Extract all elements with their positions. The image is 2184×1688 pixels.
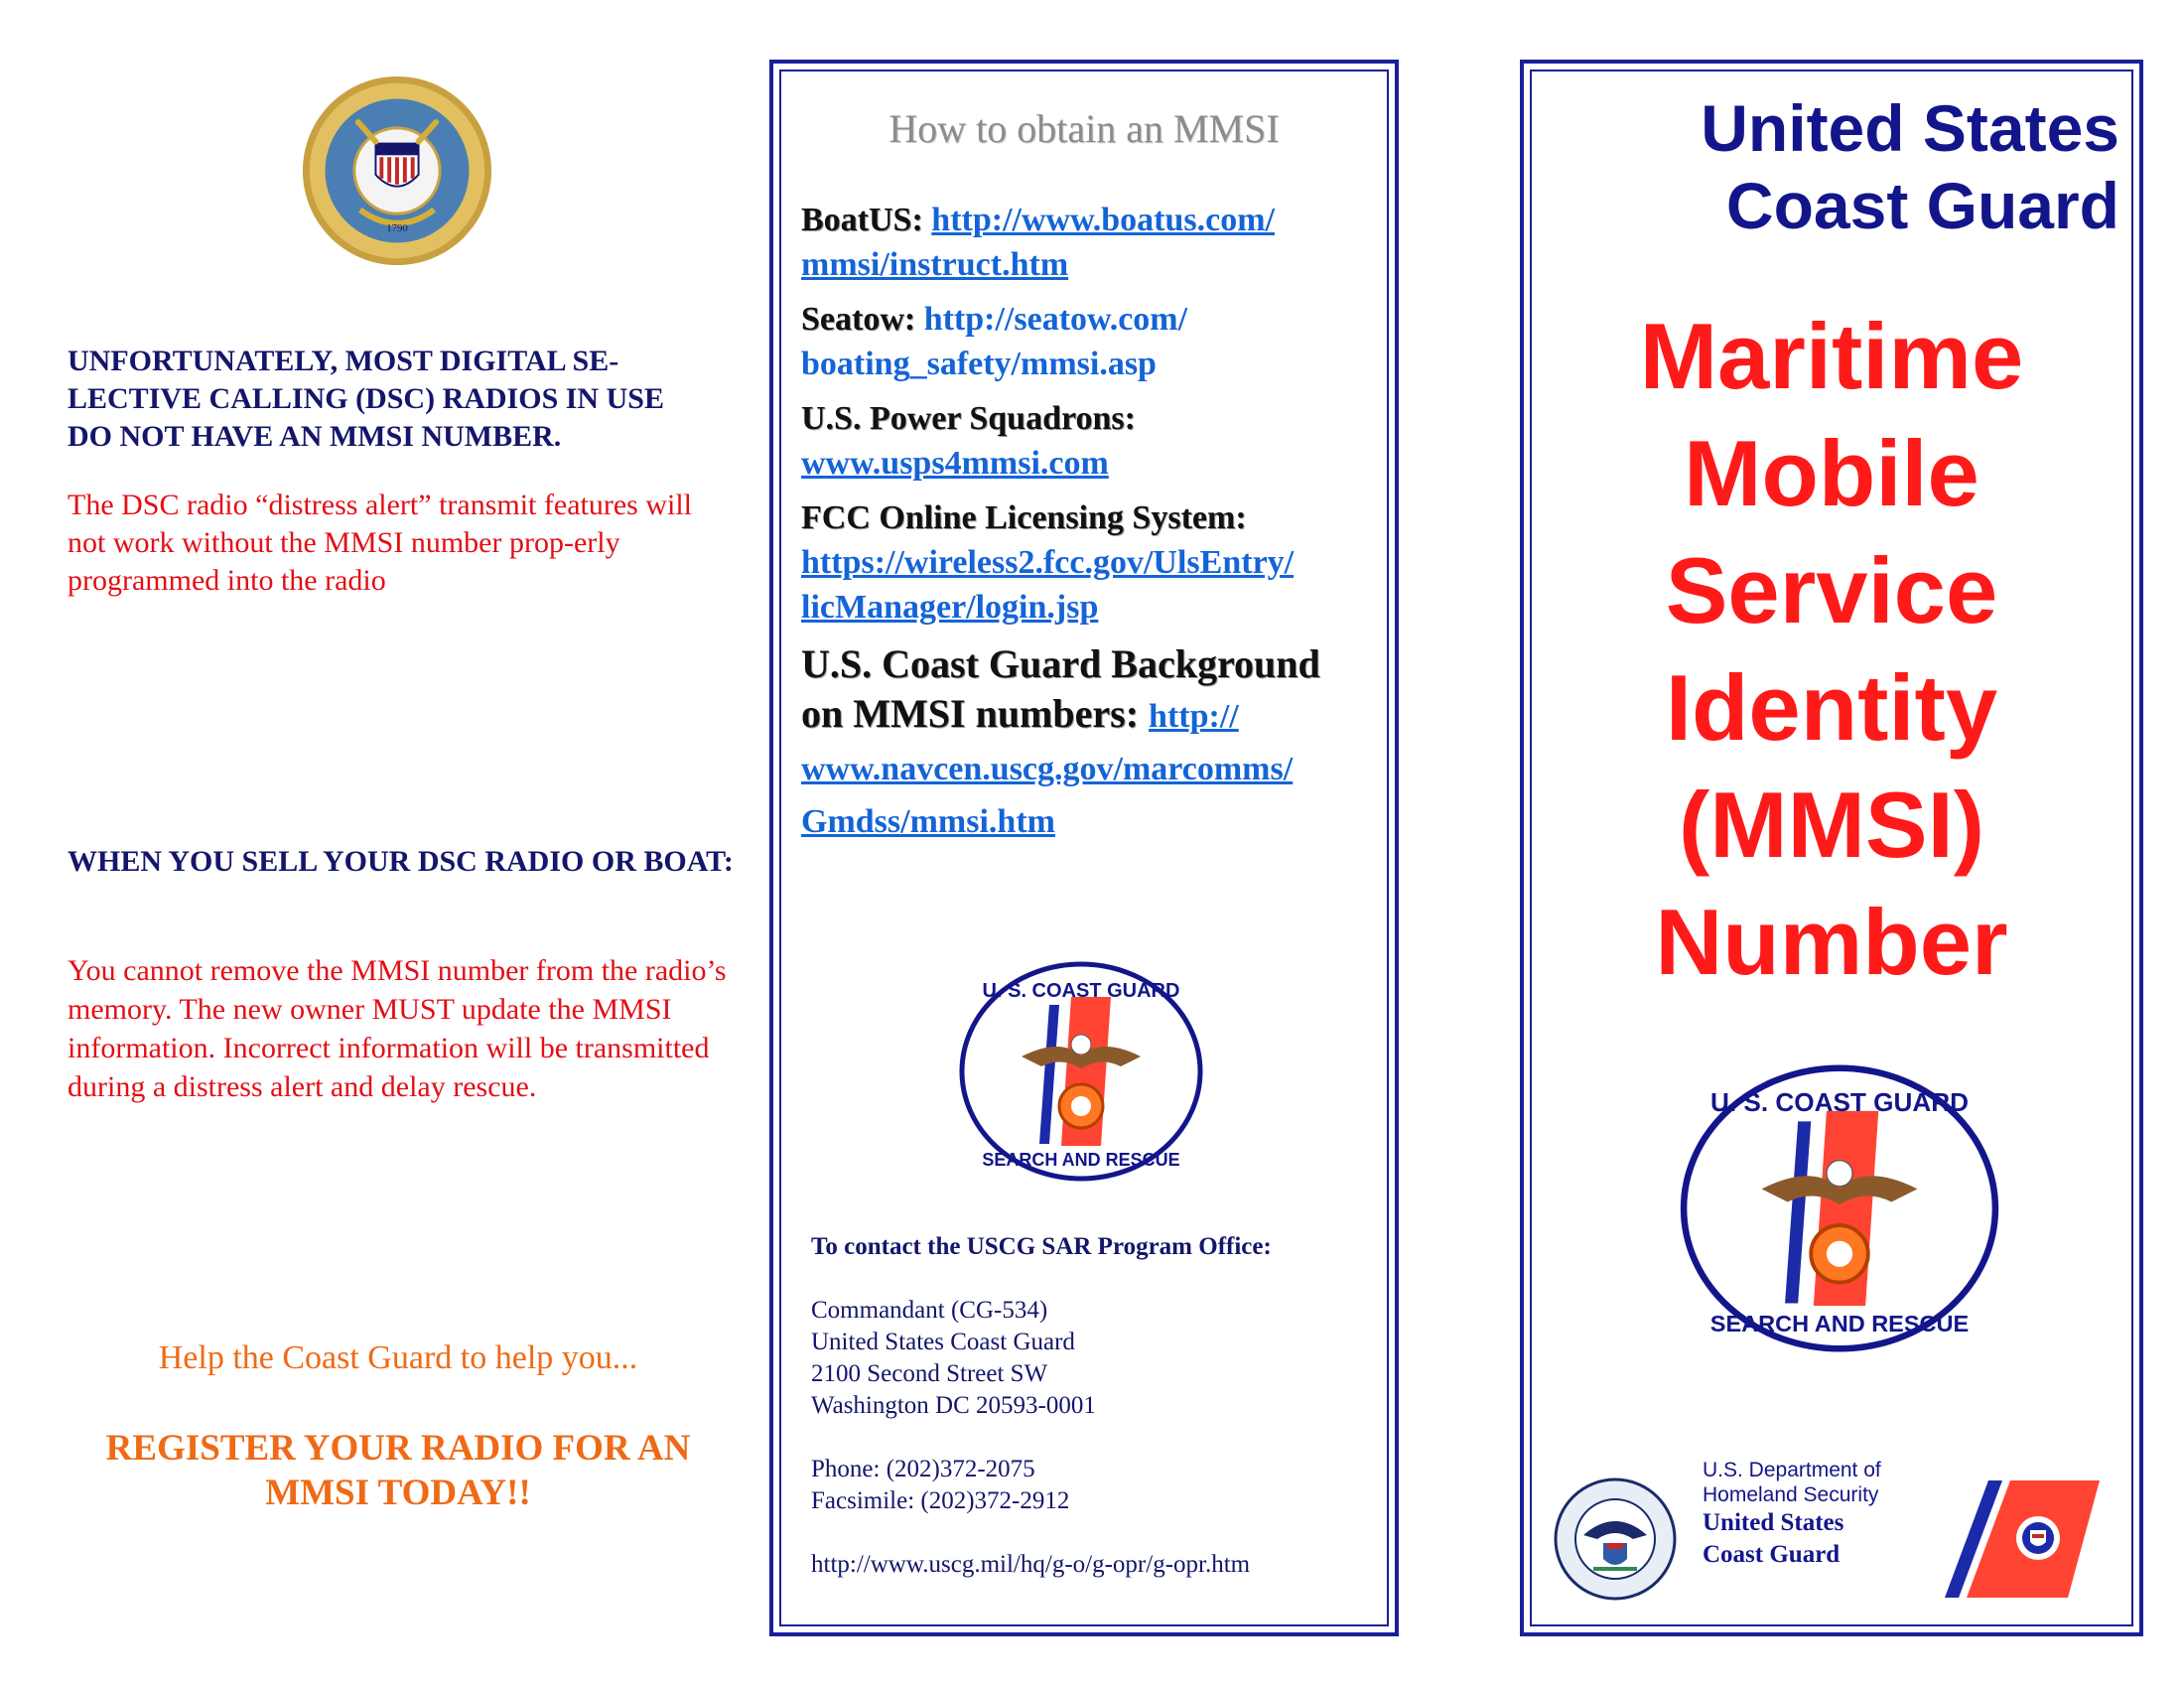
link-boatus[interactable]: http://www.boatus.com/ (931, 202, 1275, 238)
source-label-seatow: Seatow: (801, 301, 916, 338)
search-and-rescue-logo (952, 957, 1210, 1186)
source-label-fcc: FCC Online Licensing System (801, 499, 1236, 536)
sar-logo-top-text: U. S. COAST GUARD (982, 980, 1180, 1002)
contact-phone: Phone: (202)372-2075 (811, 1456, 1035, 1482)
source-label-power-squadrons: U.S. Power Squadrons: (801, 400, 1136, 437)
brochure-title (1524, 298, 2139, 1001)
coast-guard-seal-logo (300, 73, 494, 268)
uscg-line-1: United States (1703, 1509, 1844, 1536)
list-item: U.S. Coast Guard Background on MMSI numbers: http:// www.navcen.uscg.gov/marcomms/ Gmdss/mmsi.htm (801, 641, 1320, 840)
link-seatow[interactable]: http://seatow.com/ (923, 301, 1188, 338)
link-fcc[interactable]: https://wireless2.fcc.gov/UlsEntry/ (801, 544, 1295, 581)
sell-radio-text: You cannot remove the MMSI number from the radio’s memory. The new owner MUST update the MMSI information. Incorrect information will be transmitted during a distress alert and delay rescue. (68, 954, 727, 1103)
title-line: Mobile (1684, 421, 1979, 525)
mmsi-sources-list (801, 198, 1387, 857)
dhs-text-block (1703, 1458, 1961, 1571)
sell-radio-heading: WHEN YOU SELL YOUR DSC RADIO OR BOAT: (68, 845, 734, 878)
source-label-boatus: BoatUS: (801, 202, 923, 238)
title-line: Service (1665, 538, 1998, 642)
contact-line: Washington DC 20593-0001 (811, 1392, 1096, 1419)
list-item: FCC Online Licensing System: https://wireless2.fcc.gov/UlsEntry/ licManager/login.jsp (801, 499, 1295, 626)
register-line-1: REGISTER YOUR RADIO FOR AN (105, 1428, 691, 1469)
sar-logo-bottom-text: SEARCH AND RESCUE (982, 1150, 1180, 1170)
sar-logo-bottom-text: SEARCH AND RESCUE (1709, 1311, 1970, 1337)
title-line: Number (1655, 890, 2008, 994)
contact-fax: Facsimile: (202)372-2912 (811, 1487, 1070, 1514)
org-line-1: United States (1701, 91, 2119, 165)
link-fcc-cont[interactable]: licManager/login.jsp (801, 589, 1099, 626)
link-navcen[interactable]: http:// (1149, 698, 1239, 735)
contact-line: United States Coast Guard (811, 1329, 1075, 1355)
title-line: (MMSI) (1678, 773, 1985, 877)
link-usps[interactable]: www.usps4mmsi.com (801, 445, 1109, 482)
source-label-uscg-2: on MMSI numbers (801, 691, 1126, 736)
dhs-line-1: U.S. Department of (1703, 1459, 1881, 1481)
register-radio-callout (68, 1426, 729, 1515)
link-boatus-cont[interactable]: mmsi/instruct.htm (801, 246, 1069, 283)
dsc-warning-text: The DSC radio “distress alert” transmit features will not work without the MMSI number prop-erly programmed into the radio (68, 489, 692, 597)
link-navcen-end[interactable]: Gmdss/mmsi.htm (801, 803, 1055, 840)
seal-year-text: 1790 (386, 221, 408, 234)
right-panel (1520, 60, 2143, 1636)
register-line-2: MMSI TODAY!! (265, 1473, 531, 1513)
list-item (801, 396, 1387, 486)
uscg-line-2: Coast Guard (1703, 1541, 1841, 1568)
source-label-uscg-1: U.S. Coast Guard Background (801, 641, 1320, 686)
contact-block (811, 1231, 1377, 1581)
link-seatow-cont[interactable]: boating_safety/mmsi.asp (801, 346, 1157, 382)
link-navcen-cont[interactable]: www.navcen.uscg.gov/marcomms/ (801, 751, 1294, 787)
dhs-line-2: Homeland Security (1703, 1483, 1879, 1506)
contact-website-link[interactable]: http://www.uscg.mil/hq/g-o/g-opr/g-opr.htm (811, 1551, 1251, 1578)
contact-line: 2100 Second Street SW (811, 1360, 1048, 1387)
left-panel (0, 0, 754, 1688)
sar-logo-top-text: U. S. COAST GUARD (1710, 1086, 1969, 1117)
dsc-warning-heading: UNFORTUNATELY, MOST DIGITAL SE-LECTIVE CALLING (DSC) RADIOS IN USE DO NOT HAVE AN MMSI NUMBER. (68, 345, 664, 453)
title-line: Identity (1665, 655, 1998, 760)
search-and-rescue-logo (1671, 1045, 2008, 1372)
organization-name (1524, 89, 2119, 244)
contact-line: Commandant (CG-534) (811, 1297, 1048, 1324)
list-item (801, 297, 1387, 386)
how-to-obtain-title: How to obtain an MMSI (888, 106, 1280, 151)
contact-heading: To contact the USCG SAR Program Office: (811, 1233, 1272, 1260)
list-item (801, 198, 1387, 287)
org-line-2: Coast Guard (1725, 169, 2119, 242)
middle-panel (769, 60, 1399, 1636)
dhs-seal-logo (1554, 1477, 1677, 1601)
help-coast-guard-text: Help the Coast Guard to help you... (158, 1339, 638, 1376)
racing-stripe-emblem (1941, 1480, 2100, 1598)
title-line: Maritime (1639, 304, 2024, 408)
